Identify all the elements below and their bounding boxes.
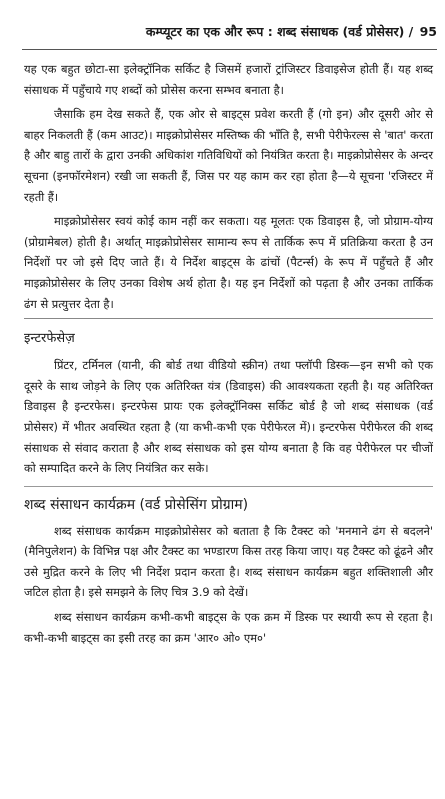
paragraph-interfaces: प्रिंटर, टर्मिनल (यानी, की बोर्ड तथा वीडियो स्क्रीन) तथा फ्लॉपी डिस्क—इन सभी को एक दूसरे के साथ जोड़ने के लिए एक अतिरिक्त यंत्र (डिवाइस) की आवश्यकता रहती है। यह अतिरिक्त डिवाइस है इन्टरफेस। इन्टरफेस प्रायः एक इलेक्ट्रॉनिक्स सर्किट बोर्ड है जो शब्द संसाधक (वर्ड प्रोसेसर) में भीतर अवस्थित रहता है (या कभी-कभी एक पेरीफेरल में)। इन्टरफेस पेरीफेरल की शब्द संसाधक से संवाद कराता है और शब्द संसाधक को इस योग्य बनाता है कि वह पेरीफेरल पर चीजों को सम्पादित करने के लिए नियंत्रित कर सके। <box>24 358 433 476</box>
section-divider <box>24 486 433 487</box>
page-number: 95 <box>419 24 437 39</box>
section-heading-word-processing-program: शब्द संसाधन कार्यक्रम (वर्ड प्रोसेसिंग प्रोग्राम) <box>24 496 249 513</box>
running-title: कम्प्यूटर का एक और रूप : शब्द संसाधक (वर्ड प्रोसेसर) <box>145 24 405 39</box>
paragraph-program-instructions: शब्द संसाधक कार्यक्रम माइक्रोप्रोसेसर को बताता है कि टैक्स्ट को 'मनमाने ढंग से बदलने' (मैनिपुलेशन) के विभिन्न पक्ष और टैक्स्ट का भण्डारण किस तरह किया जाए। यह टैक्स्ट को ढूंढने और उसे मुद्रित करने के लिए भी निर्देश प्रदान करता है। शब्द संसाधन कार्यक्रम बहुत शक्तिशाली और जटिल होता है। इसे समझने के लिए चित्र 3.9 को देखें। <box>24 523 433 600</box>
header-rule <box>22 49 437 50</box>
running-header <box>100 23 437 40</box>
section-divider <box>24 318 433 319</box>
header-separator: / <box>408 24 414 39</box>
section-heading-interfaces: इन्टरफेसेज़ <box>24 331 75 347</box>
paragraph-program-storage: शब्द संसाधन कार्यक्रम कभी-कभी बाइट्स के एक क्रम में डिस्क पर स्थायी रूप से रहता है। कभी-कभी बाइट्स का इसी तरह का क्रम 'आर० ओ० एम०' <box>24 610 433 645</box>
paragraph-microprocessor-intro: यह एक बहुत छोटा-सा इलेक्ट्रॉनिक सर्किट है जिसमें हजारों ट्रांजिस्टर डिवाइसेज होती हैं। यह शब्द संसाधक में पहुँचाये गए शब्दों को प्रोसेस करना सम्भव बनाता है। <box>24 62 433 97</box>
paragraph-programmable-device: माइक्रोप्रोसेसर स्वयं कोई काम नहीं कर सकता। यह मूलतः एक डिवाइस है, जो प्रोग्राम-योग्य (प्रोग्रामेबल) होती है। अर्थात् माइक्रोप्रोसेसर सामान्य रूप से तार्किक रूप में प्रतिक्रिया करता है उन निर्देशों पर जो इसे दिए जाते हैं। ये निर्देश बाइट्स के ढांचों (पैटर्न्स) के रूप में पहुँचते हैं और माइक्रोप्रोसेसर के लिए उनका विशेष अर्थ होता है। यह इन निर्देशों को पढ़ता है और उनका तार्किक ढंग से प्रत्युत्तर देता है। <box>24 214 433 311</box>
page-body <box>24 59 433 652</box>
paragraph-bytes-flow: जैसाकि हम देख सकते हैं, एक ओर से बाइट्स प्रवेश करती हैं (गो इन) और दूसरी ओर से बाहर निकलती हैं (कम आउट)। माइक्रोप्रोसेसर मस्तिष्क की भाँति है, सभी पेरीफेरल्स से 'बात' करता है और बाहु तारों के द्वारा उनकी अधिकांश गतिविधियों को नियंत्रित करता है। माइक्रोप्रोसेसर के अन्दर सूचना (इनफॉरमेशन) रखी जा सकती हैं, जिस पर यह काम कर रहा होता है—ये सूचना 'रजिस्टर में रहती हैं। <box>24 107 433 204</box>
